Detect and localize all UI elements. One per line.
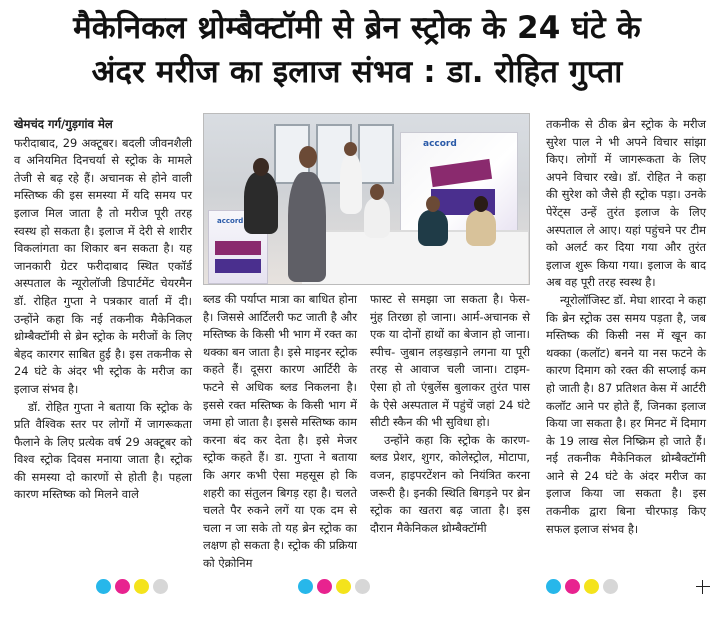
person-head <box>474 196 488 212</box>
headline-line-2: अंदर मरीज का इलाज संभव : डा. रोहित गुप्ता <box>91 54 623 90</box>
person <box>364 198 390 238</box>
grey-dot <box>153 579 168 594</box>
article-headline <box>0 6 714 94</box>
article-column-2 <box>203 291 357 573</box>
person <box>466 210 496 246</box>
article-column-3 <box>370 291 530 537</box>
headline-line-1: मैकेनिकल थ्रोम्बैक्टॉमी से ब्रेन स्ट्रोक के 24 घंटे के <box>73 10 641 46</box>
standee-stripe <box>215 259 261 273</box>
crop-mark-icon <box>696 580 710 594</box>
paragraph: ब्लड की पर्याप्त मात्रा का बाधित होना है। जिससे आर्टिलरी फट जाती है और मस्तिष्क के किसी भी भाग में रक्त का थक्का बन जाता है। इसे माइनर स्ट्रोक कहते हैं। दूसरा कारण आर्टिरी के फटने से अधिक ब्लड निकलना है। इससे रक्त मस्तिष्क के किसी भाग में जमा हो जाता है। इससे मस्तिष्क काम करना बंद कर देता है। इसे मेजर स्ट्रोक कहते हैं। डा. गुप्ता ने बताया कि अगर कभी ऐसा महसूस हो कि शहरी का संतुलन बिगड़ रहा है। चलते चलते पैर रुकने लगें या एक दम से चला न जा सके तो यह ब्रेन स्ट्रोक का लक्षण हो सकता है। स्ट्रोक की प्रक्रिया को ऐक्रोनिम <box>203 292 357 570</box>
banner-stripe <box>430 159 492 187</box>
grey-dot <box>355 579 370 594</box>
speaker-head <box>299 146 317 168</box>
window <box>358 124 394 184</box>
press-conference-photo <box>203 113 530 285</box>
person-head <box>426 196 440 212</box>
cyan-dot <box>96 579 111 594</box>
paragraph: उन्होंने कहा कि स्ट्रोक के कारण- ब्लड प्रेशर, शुगर, कोलेस्ट्रोल, मोटापा, वजन, हाइपरटेंशन को नियंत्रित करना जरूरी है। इनकी स्थिति बिगड़ने पर ब्रेन स्ट्रोक का खतरा बढ़ जाता है। इस दौरान मैकेनिकल थ्रोम्बैक्टॉमी <box>370 432 530 535</box>
person <box>340 154 362 214</box>
grey-dot <box>603 579 618 594</box>
speaker <box>288 172 326 282</box>
magenta-dot <box>115 579 130 594</box>
yellow-dot <box>134 579 149 594</box>
registration-marks <box>546 579 618 594</box>
person <box>244 172 278 234</box>
cyan-dot <box>546 579 561 594</box>
paragraph: डॉ. रोहित गुप्ता ने बताया कि स्ट्रोक के प्रति वैश्विक स्तर पर लोगों में जागरूकता फैलाने के लिए प्रत्येक वर्ष 29 अक्टूबर को विश्व स्ट्रोक दिवस मनाया जाता है। स्ट्रोक की समस्या दो कारणों से होती है। पहला कारण मस्तिष्क को मिलने वाले <box>14 399 192 502</box>
article-column-1 <box>14 116 192 504</box>
byline: खेमचंद गर्ग/गुड़गांव मेल <box>14 117 113 131</box>
standee-logo: accord <box>217 217 244 225</box>
paragraph: तकनीक से ठीक ब्रेन स्ट्रोक के मरीज सुरेश पाल ने भी अपने विचार सांझा किए। लोगों में जागरूकता के लिए अपने विचार रखे। डॉ. रोहित ने कहा की सुरेश को जैसे ही स्ट्रोक पड़ा। उनके पेरेंट्स उन्हें तुरंत इलाज के लिए अस्पताल ले आए। यहां पहुंचने पर टीम को अलर्ट कर दिया गया और तुरंत इलाज शुरू किया गया। इलाज के बाद अब वह पूरी तरह स्वस्थ है। <box>546 117 706 290</box>
paragraph: फास्ट से समझा जा सकता है। फेस- मुंह तिरछा हो जाना। आर्म-अचानक से एक या दोनों हाथों का बेजान हो जाना। स्पीच- जुबान लड़खड़ाने लगना या पूरी तरह से आवाज चली जाना। टाइम- ऐसा हो तो एंबुलेंस बुलाकर तुरंत पास के ऐसे अस्पताल में पहुंचें जहां 24 घंटे सीटी स्कैन की भी सुविधा हो। <box>370 292 530 430</box>
yellow-dot <box>336 579 351 594</box>
cyan-dot <box>298 579 313 594</box>
yellow-dot <box>584 579 599 594</box>
banner-logo: accord <box>423 139 457 149</box>
press-conference-banner <box>400 132 518 232</box>
magenta-dot <box>565 579 580 594</box>
article-column-4 <box>546 116 706 538</box>
magenta-dot <box>317 579 332 594</box>
paragraph: न्यूरोलॉजिस्ट डॉ. मेघा शारदा ने कहा कि ब्रेन स्ट्रोक उस समय पड़ता है, जब मस्तिष्क की किसी नस में खून का थक्का (कलॉट) बनने या नस फटने के कारण दिमाग को रक्त की सप्लाई कम हो जाती है। 87 प्रतिशत केस में आर्टरी कलॉट आने पर होते हैं, जिनका इलाज किया जा सकता है। हर मिनट में दिमाग के 19 लाख सेल निष्क्रिम हो जाते हैं। नई तकनीक मैकेनिकल थ्रोम्बैक्टॉमी आने से 24 घंटे के अंदर मरीज का इलाज किया जा सकता है। इस तकनीक द्वारा बिना चीरफाड़ किए सफल इलाज संभव है। <box>546 292 706 536</box>
paragraph: फरीदाबाद, 29 अक्टूबर। बदली जीवनशैली व अनियमित दिनचर्या से स्ट्रोक के मामले तेजी से बढ़ रहे हैं। अचानक से होने वाली मस्तिष्क की इस समस्या में यदि समय पर इलाज मिल जाता है तो मरीज पूरी तरह स्वस्थ हो सकता है। इलाज में देरी से शारीर विकलांगता का शिकार बन सकता है। यह जानकारी ग्रेटर फरीदाबाद स्थित एकॉर्ड अस्पताल के न्यूरोलॉजी डिपार्टमेंट चेयरमैन डॉ. रोहित गुप्ता ने पत्रकार वार्ता में दी। उन्होंने कहा कि नई तकनीक मैकेनिकल थ्रोम्बैक्टॉमी से ब्रेन स्ट्रोक के मरीजों के लिए बेहद कारगर साबित हुई है। इस तकनीक से 24 घंटे के अंदर भी स्ट्रोक के मरीज का इलाज संभव है। <box>14 135 192 396</box>
person-head <box>370 184 384 200</box>
registration-marks <box>96 579 168 594</box>
standee-stripe <box>215 241 261 255</box>
person <box>418 210 448 246</box>
person-head <box>344 142 357 156</box>
registration-marks <box>298 579 370 594</box>
person-head <box>253 158 269 176</box>
